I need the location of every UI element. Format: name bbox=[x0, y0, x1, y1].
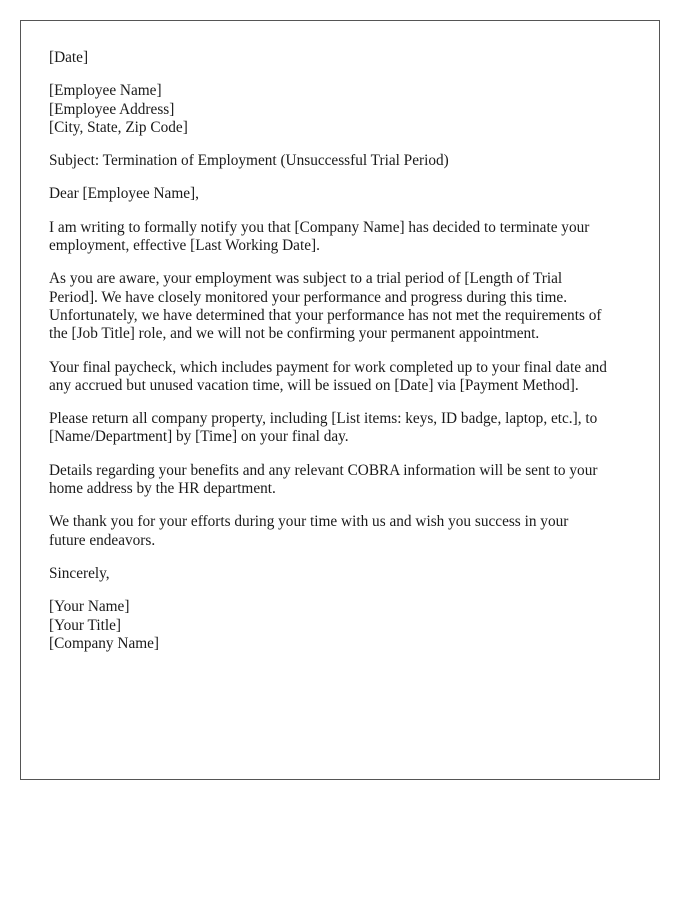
signature-name: [Your Name] bbox=[49, 598, 130, 616]
letter-page bbox=[20, 20, 660, 780]
subject-text: Subject: Termination of Employment (Unsuccessful Trial Period) bbox=[49, 152, 449, 170]
paragraph-final-paycheck bbox=[49, 359, 631, 396]
signature-block bbox=[49, 598, 631, 653]
closing bbox=[49, 565, 631, 583]
signature-title: [Your Title] bbox=[49, 616, 121, 634]
paragraph-company-property bbox=[49, 410, 631, 447]
paragraph-thanks bbox=[49, 513, 631, 550]
paragraph-line: the [Job Title] role, and we will not be confirming your permanent appointment. bbox=[49, 325, 540, 343]
paragraph-notification bbox=[49, 219, 631, 256]
paragraph-benefits bbox=[49, 462, 631, 499]
paragraph-line: As you are aware, your employment was subject to a trial period of [Length of Trial bbox=[49, 270, 563, 288]
paragraph-line: [Name/Department] by [Time] on your final day. bbox=[49, 428, 349, 446]
paragraph-line: any accrued but unused vacation time, will be issued on [Date] via [Payment Method]. bbox=[49, 376, 579, 394]
recipient-city-state-zip: [City, State, Zip Code] bbox=[49, 118, 188, 136]
paragraph-line: I am writing to formally notify you that [Company Name] has decided to terminate your bbox=[49, 218, 590, 236]
subject-line bbox=[49, 152, 631, 170]
paragraph-line: home address by the HR department. bbox=[49, 480, 276, 498]
paragraph-line: We thank you for your efforts during your time with us and wish you success in your bbox=[49, 513, 569, 531]
recipient-name: [Employee Name] bbox=[49, 82, 162, 100]
paragraph-line: Your final paycheck, which includes payment for work completed up to your final date and bbox=[49, 358, 607, 376]
paragraph-line: future endeavors. bbox=[49, 531, 156, 549]
paragraph-line: Period]. We have closely monitored your performance and progress during this time. bbox=[49, 288, 568, 306]
paragraph-line: Unfortunately, we have determined that your performance has not met the requirements of bbox=[49, 306, 602, 324]
date-text: [Date] bbox=[49, 49, 89, 66]
paragraph-line: Details regarding your benefits and any relevant COBRA information will be sent to your bbox=[49, 461, 598, 479]
letter-date bbox=[49, 49, 631, 67]
paragraph-trial-period bbox=[49, 270, 631, 343]
recipient-address: [Employee Address] bbox=[49, 100, 175, 118]
paragraph-line: employment, effective [Last Working Date]. bbox=[49, 237, 320, 255]
closing-text: Sincerely, bbox=[49, 564, 110, 582]
paragraph-line: Please return all company property, including [List items: keys, ID badge, laptop, etc.], to bbox=[49, 410, 598, 428]
recipient-address-block bbox=[49, 82, 631, 137]
signature-company: [Company Name] bbox=[49, 634, 160, 652]
salutation bbox=[49, 185, 631, 203]
salutation-text: Dear [Employee Name], bbox=[49, 185, 199, 203]
